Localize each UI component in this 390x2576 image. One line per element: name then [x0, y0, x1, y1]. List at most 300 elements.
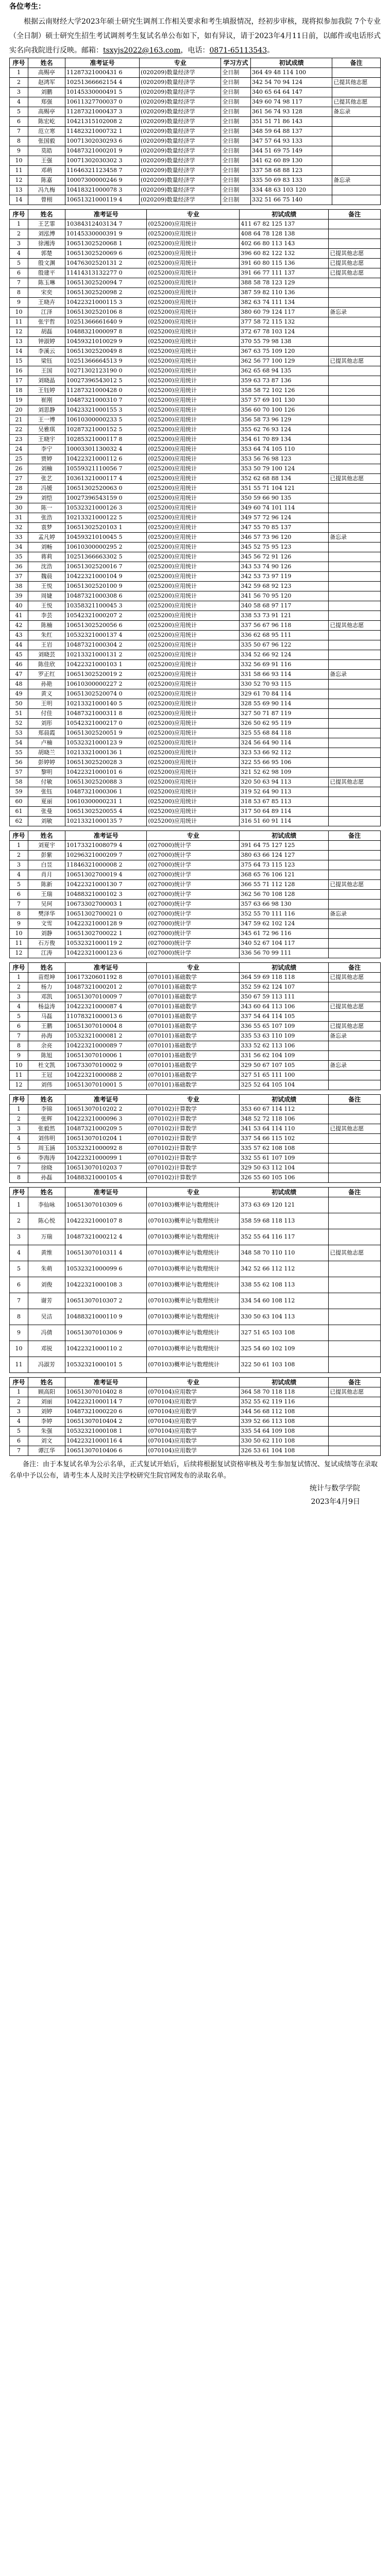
- column-header: 序号: [10, 58, 28, 68]
- table-cell: 2: [10, 1213, 28, 1229]
- table-cell: 10: [10, 1341, 28, 1357]
- table-cell: 6: [10, 117, 28, 127]
- table-cell: 已提其他志愿: [329, 474, 381, 484]
- table-cell: [329, 366, 381, 376]
- table-row: [10, 268, 381, 278]
- table-cell: 375 64 73 115 123: [240, 860, 329, 870]
- table-cell: [329, 890, 381, 900]
- table-cell: [329, 229, 381, 239]
- table-cell: 359 63 73 87 136: [240, 376, 329, 386]
- table-cell: (070103)概率论与数理统计: [147, 1245, 240, 1261]
- table-cell: (025200)应用统计: [147, 464, 240, 474]
- table-cell: 梁钰: [28, 357, 65, 366]
- table-cell: 362 56 70 108 128: [240, 890, 329, 900]
- table-cell: 8: [10, 909, 28, 919]
- table-cell: 范立寒: [28, 127, 65, 137]
- table-cell: 已提其他志愿: [329, 268, 381, 278]
- table-cell: 56: [10, 758, 28, 768]
- table-cell: 31: [10, 513, 28, 523]
- table-cell: 10542321000207 2: [65, 611, 147, 621]
- table-cell: 6: [10, 890, 28, 900]
- table-cell: 382 63 74 111 134: [240, 298, 329, 308]
- column-header: 初试成绩: [240, 210, 329, 219]
- table-cell: 刘恺: [28, 494, 65, 503]
- table-cell: (025200)应用统计: [147, 435, 240, 445]
- table-cell: 1: [10, 1105, 28, 1114]
- table-cell: (020209)数量经济学: [140, 88, 221, 97]
- table-cell: 32: [10, 523, 28, 533]
- table-cell: 张艺: [28, 474, 65, 484]
- table-cell: 10422321000128 9: [65, 919, 147, 929]
- table-cell: 7: [10, 1163, 28, 1173]
- table-cell: (025200)应用统计: [147, 601, 240, 611]
- table-cell: 10488321000102 3: [65, 890, 147, 900]
- table-cell: 贾婷: [28, 454, 65, 464]
- table-cell: 李锦: [28, 1105, 65, 1114]
- table-cell: 10651302520051 9: [65, 728, 147, 738]
- table-cell: 353 64 74 105 110: [240, 445, 329, 454]
- table-cell: 7: [10, 900, 28, 909]
- table-cell: 10251366664513 9: [65, 357, 147, 366]
- table-cell: [329, 929, 381, 939]
- table-cell: 341 56 70 95 120: [240, 591, 329, 601]
- table-cell: 3: [10, 1407, 28, 1417]
- table-cell: 10173321008079 4: [65, 841, 147, 851]
- table-header-row: [10, 963, 381, 973]
- table-cell: 9: [10, 146, 28, 156]
- table-cell: (070104)应用数学: [147, 1407, 240, 1417]
- table-cell: 334 48 63 103 120: [250, 185, 332, 195]
- table-cell: 殷建平: [28, 268, 65, 278]
- table-cell: 10651302520019 2: [65, 670, 147, 680]
- table-row: [10, 939, 381, 948]
- table-cell: 377 58 72 115 132: [240, 317, 329, 327]
- table-cell: 陈楠: [28, 621, 65, 631]
- table-cell: (070102)计算数学: [147, 1134, 240, 1144]
- table-cell: 321 52 62 98 109: [240, 768, 329, 777]
- table-cell: 夏丽: [28, 797, 65, 807]
- table-cell: (025200)应用统计: [147, 317, 240, 327]
- table-cell: [329, 288, 381, 298]
- table-cell: 冯淑芳: [28, 1357, 65, 1373]
- table-cell: [329, 239, 381, 249]
- table-cell: (025200)应用统计: [147, 728, 240, 738]
- table-cell: 27: [10, 474, 28, 484]
- table-cell: [329, 347, 381, 357]
- table-cell: 11482321000732 1: [65, 127, 140, 137]
- table-cell: 刘婷: [28, 1407, 65, 1417]
- table-cell: 10610300000227 2: [65, 680, 147, 689]
- table-row: [10, 680, 381, 689]
- table-row: [10, 366, 381, 376]
- table-cell: 10271302123190 0: [65, 366, 147, 376]
- table-row: [10, 259, 381, 268]
- table-header-row: [10, 58, 381, 68]
- table-cell: 10487321000212 4: [65, 1229, 147, 1245]
- section-gap: [9, 958, 381, 962]
- table-cell: 10651307010006 1: [65, 1051, 147, 1061]
- table-cell: [329, 919, 381, 929]
- table-cell: 332 51 66 75 140: [250, 195, 332, 205]
- table-cell: [329, 1154, 381, 1163]
- table-cell: [329, 758, 381, 768]
- table-cell: 357 57 69 101 130: [240, 396, 329, 405]
- table-row: [10, 249, 381, 259]
- table-cell: 391 60 80 115 136: [240, 259, 329, 268]
- table-row: [10, 631, 381, 640]
- table-cell: (025200)应用统计: [147, 533, 240, 543]
- table-row: [10, 1277, 381, 1293]
- table-cell: 316 51 60 91 114: [240, 817, 329, 826]
- column-header: 专业: [147, 1095, 240, 1105]
- table-cell: 337 54 64 114 105: [240, 1012, 329, 1022]
- table-cell: [329, 523, 381, 533]
- table-cell: (070103)概率论与数理统计: [147, 1341, 240, 1357]
- table-cell: 10651302520100 9: [65, 582, 147, 591]
- column-header: 姓名: [28, 963, 65, 973]
- table-cell: 331 58 66 93 114: [240, 670, 329, 680]
- table-cell: 364 58 70 118 118: [240, 1387, 329, 1397]
- table-cell: (070103)概率论与数理统计: [147, 1229, 240, 1245]
- table-cell: 张曼: [28, 807, 65, 817]
- table-cell: 338 53 73 91 121: [240, 611, 329, 621]
- table-cell: 58: [10, 777, 28, 787]
- table-cell: 10422321000104 9: [65, 572, 147, 582]
- table-cell: 11846321000008 2: [65, 860, 147, 870]
- table-cell: 7: [10, 1293, 28, 1309]
- table-row: [10, 317, 381, 327]
- table-cell: 莫皓: [28, 146, 65, 156]
- table-cell: 354 61 70 89 134: [240, 435, 329, 445]
- table-row: [10, 357, 381, 366]
- table-cell: [329, 841, 381, 851]
- table-cell: [332, 185, 381, 195]
- table-cell: (025200)应用统计: [147, 699, 240, 709]
- table-cell: 57: [10, 768, 28, 777]
- table-cell: [329, 797, 381, 807]
- table-cell: (070101)基础数学: [147, 1051, 240, 1061]
- table-cell: 344 51 69 75 149: [250, 146, 332, 156]
- table-cell: 10651307010203 7: [65, 1163, 147, 1173]
- table-cell: 3: [10, 992, 28, 1002]
- table-cell: 3: [10, 1124, 28, 1134]
- table-cell: (027000)统计学: [147, 909, 240, 919]
- table-cell: 26: [10, 464, 28, 474]
- column-header: 准考证号: [65, 831, 147, 841]
- table-cell: 孙海: [28, 1031, 65, 1041]
- table-row: [10, 503, 381, 513]
- table-cell: [329, 728, 381, 738]
- table-cell: [329, 992, 381, 1002]
- table-cell: 李海涛: [28, 1154, 65, 1163]
- table-cell: [329, 464, 381, 474]
- column-header: 初试成绩: [240, 831, 329, 841]
- table-cell: (070101)基础数学: [147, 1071, 240, 1080]
- table-cell: 付敏: [28, 777, 65, 787]
- table-cell: [329, 1397, 381, 1407]
- table-cell: 7: [10, 1446, 28, 1456]
- table-cell: 10422321000107 8: [65, 1213, 147, 1229]
- table-cell: [329, 298, 381, 308]
- table-row: [10, 1173, 381, 1183]
- table-cell: 10617320601192 8: [65, 973, 147, 982]
- column-header: 备注: [329, 963, 381, 973]
- table-cell: 334 54 60 108 112: [240, 1293, 329, 1309]
- table-cell: (025200)应用统计: [147, 454, 240, 464]
- table-cell: 4: [10, 97, 28, 107]
- table-cell: 18: [10, 386, 28, 396]
- table-cell: [329, 1407, 381, 1417]
- table-cell: (025200)应用统计: [147, 239, 240, 249]
- table-cell: 10488321000105 4: [65, 1173, 147, 1183]
- table-cell: 王钰婷: [28, 386, 65, 396]
- table-cell: (025200)应用统计: [147, 719, 240, 728]
- column-header: 序号: [10, 1378, 28, 1387]
- table-cell: (025200)应用统计: [147, 591, 240, 601]
- table-cell: 陈玉琳: [28, 278, 65, 288]
- table-cell: 353 56 76 98 123: [240, 454, 329, 464]
- table-cell: 11: [10, 939, 28, 948]
- table-row: [10, 929, 381, 939]
- table-cell: 2: [10, 1114, 28, 1124]
- table-cell: [329, 851, 381, 860]
- table-cell: 364 59 69 118 118: [240, 973, 329, 982]
- table-cell: 391 64 75 127 125: [240, 841, 329, 851]
- table-cell: 江泽: [28, 308, 65, 317]
- table-cell: 10476302520131 2: [65, 259, 147, 268]
- table-row: [10, 860, 381, 870]
- table-cell: 335 57 62 108 108: [240, 1144, 329, 1154]
- table-row: [10, 601, 381, 611]
- table-row: [10, 229, 381, 239]
- candidate-tables: [9, 58, 381, 1456]
- table-cell: 352 55 62 119 116: [240, 1397, 329, 1407]
- table-cell: (025200)应用统计: [147, 494, 240, 503]
- table-cell: 备忘录: [329, 670, 381, 680]
- table-cell: 42: [10, 621, 28, 631]
- table-cell: 10651307010306 9: [65, 1325, 147, 1341]
- table-cell: 30: [10, 503, 28, 513]
- table-row: [10, 97, 381, 107]
- table-cell: 全日制: [221, 137, 251, 146]
- table-row: [10, 1080, 381, 1090]
- table-cell: [329, 807, 381, 817]
- table-row: [10, 670, 381, 680]
- table-row: [10, 640, 381, 650]
- table-cell: 全日制: [221, 146, 251, 156]
- table-cell: 顾高阳: [28, 1387, 65, 1397]
- table-cell: 62: [10, 817, 28, 826]
- table-cell: [329, 1144, 381, 1154]
- table-cell: (070101)基础数学: [147, 1061, 240, 1071]
- table-cell: 5: [10, 1261, 28, 1277]
- table-cell: 10422321000130 7: [65, 880, 147, 890]
- table-cell: [329, 631, 381, 640]
- table-cell: 10532321000123 9: [65, 738, 147, 748]
- table-cell: 10213321000136 1: [65, 748, 147, 758]
- table-cell: 40: [10, 601, 28, 611]
- table-cell: 22: [10, 425, 28, 435]
- table-cell: [329, 454, 381, 464]
- table-cell: (027000)统计学: [147, 851, 240, 860]
- table-cell: 冯媛: [28, 484, 65, 494]
- table-cell: [329, 552, 381, 562]
- table-cell: 6: [10, 1277, 28, 1293]
- table-cell: 10422321000103 1: [65, 660, 147, 670]
- phone-number: 0871-65113543: [209, 46, 267, 55]
- table-cell: 5: [10, 1144, 28, 1154]
- table-row: [10, 1197, 381, 1213]
- table-cell: (027000)统计学: [147, 929, 240, 939]
- table-cell: 沈浩: [28, 562, 65, 572]
- table-cell: 王悦: [28, 601, 65, 611]
- table-cell: 李婷: [28, 1417, 65, 1427]
- table-cell: [329, 1163, 381, 1173]
- table-row: [10, 239, 381, 249]
- table-cell: 10487321000201 2: [65, 982, 147, 992]
- table-cell: [332, 137, 381, 146]
- table-cell: 王晓宇: [28, 435, 65, 445]
- salutation: 各位考生：: [9, 3, 45, 11]
- table-cell: [329, 1357, 381, 1373]
- table-row: [10, 445, 381, 454]
- table-cell: 29: [10, 494, 28, 503]
- table-cell: (025200)应用统计: [147, 308, 240, 317]
- table-cell: 魏晨: [28, 572, 65, 582]
- table-cell: [329, 870, 381, 880]
- table-cell: 351 55 71 104 121: [240, 484, 329, 494]
- table-cell: 10651321000119 4: [65, 195, 140, 205]
- table-cell: 319 52 64 90 113: [240, 787, 329, 797]
- table-cell: 陈新: [28, 880, 65, 890]
- table-cell: (025200)应用统计: [147, 249, 240, 259]
- table-cell: 10422321000123 6: [65, 948, 147, 958]
- table-cell: 50: [10, 699, 28, 709]
- table-cell: 黄维: [28, 1245, 65, 1261]
- table-cell: [329, 386, 381, 396]
- table-cell: 10384312403134 7: [65, 219, 147, 229]
- table-cell: 10651307010202 2: [65, 1105, 147, 1114]
- table-cell: (025200)应用统计: [147, 562, 240, 572]
- table-cell: 317 50 64 89 114: [240, 807, 329, 817]
- table-cell: 10: [10, 929, 28, 939]
- table-cell: 1: [10, 841, 28, 851]
- table-cell: 全日制: [221, 185, 251, 195]
- table-cell: [329, 582, 381, 591]
- table-cell: 10651302520056 6: [65, 621, 147, 631]
- table-cell: (070103)概率论与数理统计: [147, 1213, 240, 1229]
- table-cell: 17: [10, 376, 28, 386]
- table-row: [10, 1397, 381, 1407]
- table-cell: 45: [10, 650, 28, 660]
- table-cell: 37: [10, 572, 28, 582]
- table-cell: [329, 337, 381, 347]
- table-cell: 337 54 66 115 102: [240, 1134, 329, 1144]
- table-row: [10, 870, 381, 880]
- table-row: [10, 841, 381, 851]
- table-cell: (025200)应用统计: [147, 503, 240, 513]
- table-cell: 邓萌: [28, 166, 65, 176]
- table-cell: 10487321000201 9: [65, 146, 140, 156]
- table-row: [10, 900, 381, 909]
- table-cell: 10422321000096 3: [65, 1114, 147, 1124]
- table-cell: 10651302520063 0: [65, 484, 147, 494]
- table-cell: 350 59 66 90 135: [240, 494, 329, 503]
- table-cell: [329, 1134, 381, 1144]
- table-cell: 1: [10, 219, 28, 229]
- table-cell: 10651302520049 8: [65, 347, 147, 357]
- table-cell: 已提其他志愿: [329, 777, 381, 787]
- table-cell: (070104)应用数学: [147, 1446, 240, 1456]
- table-cell: (070103)概率论与数理统计: [147, 1197, 240, 1213]
- email-link[interactable]: tsxyjs2022@163.com: [103, 46, 181, 55]
- table-cell: 20: [10, 405, 28, 415]
- table-cell: 10651307010001 5: [65, 1080, 147, 1090]
- table-cell: 343 60 64 113 106: [240, 1002, 329, 1012]
- table-cell: 332 56 69 91 116: [240, 660, 329, 670]
- table-cell: 388 58 78 123 129: [240, 278, 329, 288]
- table-header-row: [10, 1095, 381, 1105]
- table-row: [10, 127, 381, 137]
- table-cell: 已提其他志愿: [329, 1022, 381, 1031]
- table-cell: (025200)应用统计: [147, 219, 240, 229]
- section-gap: [9, 1373, 381, 1377]
- table-cell: 340 58 68 97 117: [240, 601, 329, 611]
- table-row: [10, 1002, 381, 1012]
- table-cell: (020209)数量经济学: [140, 137, 221, 146]
- table-cell: 王强: [28, 156, 65, 166]
- table-row: [10, 777, 381, 787]
- table-row: [10, 494, 381, 503]
- table-cell: 322 50 61 103 108: [240, 1357, 329, 1373]
- table-cell: 冯倩: [28, 1325, 65, 1341]
- table-cell: 335 50 69 83 133: [250, 176, 332, 185]
- table-cell: [329, 699, 381, 709]
- table-cell: 刘泓博: [28, 229, 65, 239]
- table-cell: 10145330000491 5: [65, 88, 140, 97]
- table-cell: 331 56 62 104 109: [240, 1051, 329, 1061]
- signature-org: 统计与数学学院: [310, 1484, 360, 1493]
- table-cell: 刘鹏: [28, 88, 65, 97]
- table-cell: (025200)应用统计: [147, 543, 240, 552]
- table-cell: 王悦: [28, 582, 65, 591]
- table-cell: 23: [10, 435, 28, 445]
- table-header-row: [10, 1188, 381, 1197]
- table-cell: [329, 982, 381, 992]
- table-row: [10, 807, 381, 817]
- table-cell: 已提其他志愿: [329, 880, 381, 890]
- table-cell: 刘伟: [28, 1080, 65, 1090]
- table-cell: 谢芳: [28, 1293, 65, 1309]
- table-cell: 王鹏: [28, 1022, 65, 1031]
- table-cell: 孙磊: [28, 1173, 65, 1183]
- table-cell: (020209)数量经济学: [140, 156, 221, 166]
- table-cell: [329, 719, 381, 728]
- table-cell: 吴洁: [28, 1309, 65, 1325]
- table-cell: 10651302520055 4: [65, 807, 147, 817]
- table-cell: [329, 748, 381, 758]
- table-cell: [329, 562, 381, 572]
- table-cell: 340 52 67 104 117: [240, 939, 329, 948]
- column-header: 专业: [147, 831, 240, 841]
- table-cell: 362 56 77 100 129: [240, 357, 329, 366]
- table-cell: 全日制: [221, 156, 251, 166]
- table-cell: 12: [10, 327, 28, 337]
- table-cell: 王一博: [28, 415, 65, 425]
- table-cell: 10532321000119 2: [65, 939, 147, 948]
- table-cell: 10651302700019 4: [65, 870, 147, 880]
- table-cell: [329, 396, 381, 405]
